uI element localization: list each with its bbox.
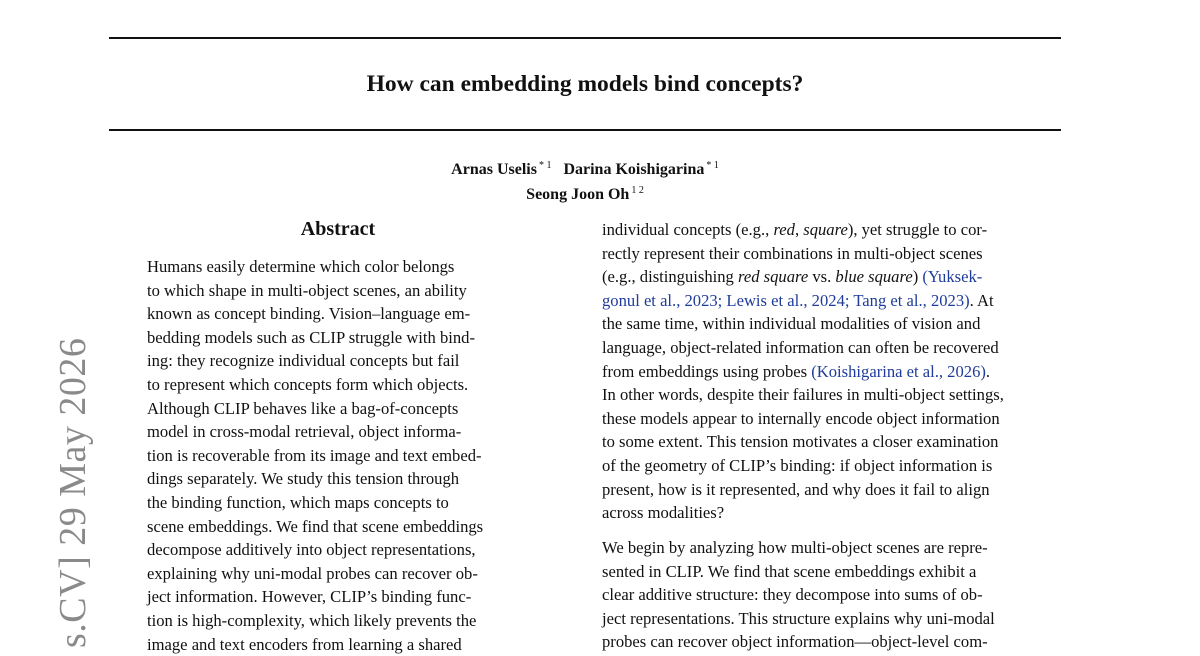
- abstract-line: tion is recoverable from its image and text embed-: [147, 444, 531, 468]
- intro-line: present, how is it represented, and why does it fail to align: [602, 478, 1064, 502]
- intro-line: sented in CLIP. We find that scene embeddings exhibit a: [602, 560, 1064, 584]
- intro-line: gonul et al., 2023; Lewis et al., 2024; Tang et al., 2023). At: [602, 289, 1064, 313]
- intro-line: these models appear to internally encode object information: [602, 407, 1064, 431]
- arxiv-side-stamp: s.CV] 29 May 2026: [51, 338, 95, 648]
- abstract-line: ject information. However, CLIP’s binding func-: [147, 585, 531, 609]
- intro-line: across modalities?: [602, 501, 1064, 525]
- intro-line: ject representations. This structure explains why uni-modal: [602, 607, 1064, 631]
- abstract-line: ing: they recognize individual concepts but fail: [147, 349, 531, 373]
- abstract-line: Humans easily determine which color belongs: [147, 255, 531, 279]
- intro-line: rectly represent their combinations in multi-object scenes: [602, 242, 1064, 266]
- abstract-line: known as concept binding. Vision–language em-: [147, 302, 531, 326]
- paper-title: How can embedding models bind concepts?: [109, 70, 1061, 98]
- intro-paragraph: [602, 536, 1064, 654]
- authors-row: [109, 181, 1061, 205]
- author-affiliation-marks: * 1: [706, 160, 719, 171]
- intro-line: In other words, despite their failures in multi-object settings,: [602, 383, 1064, 407]
- author-name: Darina Koishigarina: [563, 161, 704, 178]
- author-name: Seong Joon Oh: [526, 186, 629, 203]
- intro-line: of the geometry of CLIP’s binding: if object information is: [602, 454, 1064, 478]
- title-top-rule: [109, 37, 1061, 39]
- abstract-line: tion is high-complexity, which likely prevents the: [147, 609, 531, 633]
- intro-line: individual concepts (e.g., red, square), yet struggle to cor-: [602, 218, 1064, 242]
- intro-line: We begin by analyzing how multi-object scenes are repre-: [602, 536, 1064, 560]
- abstract-line: bedding models such as CLIP struggle with bind-: [147, 326, 531, 350]
- intro-line: from embeddings using probes (Koishigarina et al., 2026).: [602, 360, 1064, 384]
- citation-link[interactable]: (Koishigarina et al., 2026): [811, 362, 986, 381]
- abstract-line: to represent which concepts form which objects.: [147, 373, 531, 397]
- citation-link[interactable]: gonul et al., 2023; Lewis et al., 2024; Tang et al., 2023): [602, 291, 970, 310]
- title-bottom-rule: [109, 129, 1061, 131]
- abstract-line: decompose additively into object representations,: [147, 538, 531, 562]
- intro-line: to some extent. This tension motivates a closer examination: [602, 430, 1064, 454]
- intro-paragraph: [602, 218, 1064, 525]
- abstract-heading: Abstract: [147, 216, 529, 242]
- intro-line: the same time, within individual modalities of vision and: [602, 312, 1064, 336]
- intro-line: clear additive structure: they decompose into sums of ob-: [602, 583, 1064, 607]
- abstract-line: scene embeddings. We find that scene embeddings: [147, 515, 531, 539]
- intro-line: (e.g., distinguishing red square vs. blue square) (Yuksek-: [602, 265, 1064, 289]
- intro-line: probes can recover object information—object-level com-: [602, 630, 1064, 654]
- abstract-line: to which shape in multi-object scenes, an ability: [147, 279, 531, 303]
- author-affiliation-marks: 1 2: [631, 185, 644, 196]
- author-affiliation-marks: * 1: [539, 160, 552, 171]
- abstract-line: Although CLIP behaves like a bag-of-concepts: [147, 397, 531, 421]
- abstract-line: explaining why uni-modal probes can recover ob-: [147, 562, 531, 586]
- abstract-line: image and text encoders from learning a shared: [147, 633, 531, 656]
- abstract-line: model in cross-modal retrieval, object informa-: [147, 420, 531, 444]
- abstract-body: [147, 255, 531, 656]
- intro-line: language, object-related information can often be recovered: [602, 336, 1064, 360]
- citation-link[interactable]: (Yuksek-: [922, 267, 982, 286]
- authors-row: [109, 156, 1061, 180]
- author-name: Arnas Uselis: [451, 161, 537, 178]
- abstract-line: dings separately. We study this tension through: [147, 467, 531, 491]
- abstract-line: the binding function, which maps concepts to: [147, 491, 531, 515]
